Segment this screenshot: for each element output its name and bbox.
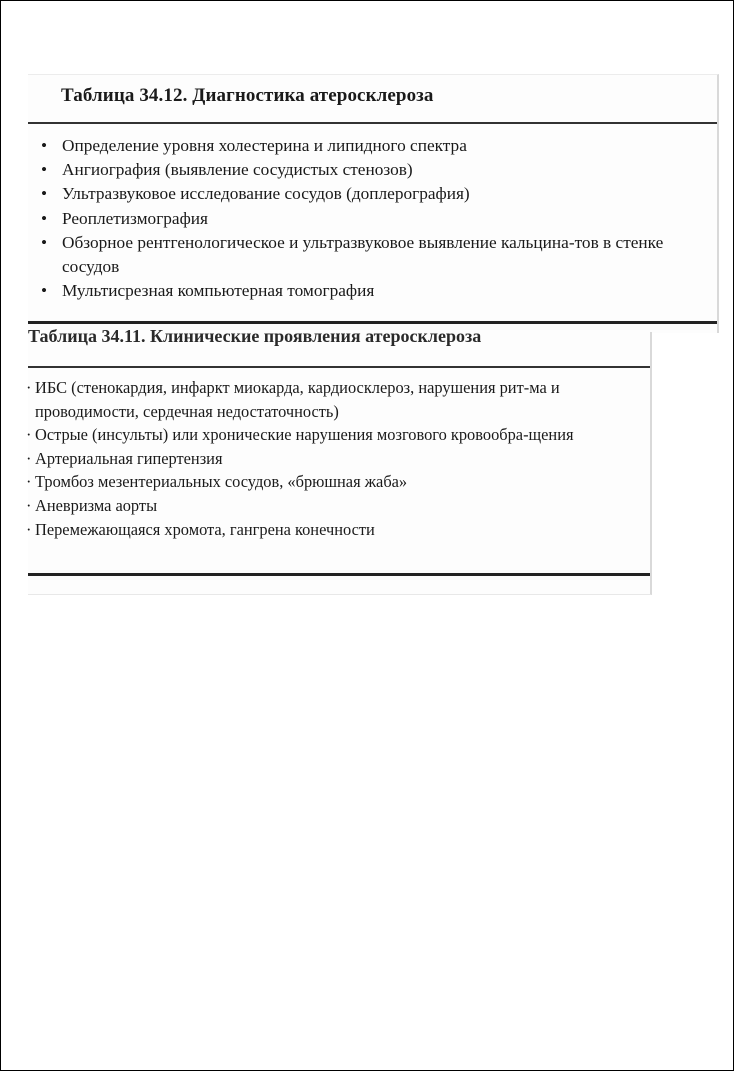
list-item: · Тромбоз мезентериальных сосудов, «брюшная жаба» (35, 470, 640, 494)
list-item: · Артериальная гипертензия (35, 447, 640, 471)
table-top-rule (28, 366, 650, 368)
list-item: · Аневризма аорты (35, 494, 640, 518)
table-bottom-rule (28, 321, 717, 324)
table-34-12-title: Таблица 34.12. Диагностика атеросклероза (61, 85, 434, 106)
list-item: • Мультисрезная компьютерная томография (62, 279, 702, 303)
list-item: • Реоплетизмография (62, 207, 702, 231)
list-item: · ИБС (стенокардия, инфаркт миокарда, кардиосклероз, нарушения рит-ма и проводимости, сердечная недостаточность) (35, 376, 640, 423)
diagnostics-list (28, 134, 702, 303)
table-34-12 (28, 74, 719, 333)
list-item: • Ультразвуковое исследование сосудов (доплерография) (62, 182, 702, 206)
table-top-rule (28, 122, 717, 124)
list-item: · Острые (инсульты) или хронические нарушения мозгового кровообра-щения (35, 423, 640, 447)
table-34-11 (28, 326, 652, 595)
list-item: • Ангиография (выявление сосудистых стенозов) (62, 158, 702, 182)
list-item: • Определение уровня холестерина и липидного спектра (62, 134, 702, 158)
list-item: · Перемежающаяся хромота, гангрена конечности (35, 518, 640, 542)
table-bottom-rule (28, 573, 650, 576)
table-34-11-title: Таблица 34.11. Клинические проявления атеросклероза (28, 326, 482, 346)
clinical-manifestations-list (28, 376, 640, 541)
list-item: • Обзорное рентгенологическое и ультразвуковое выявление кальцина-тов в стенке сосудов (62, 231, 702, 279)
